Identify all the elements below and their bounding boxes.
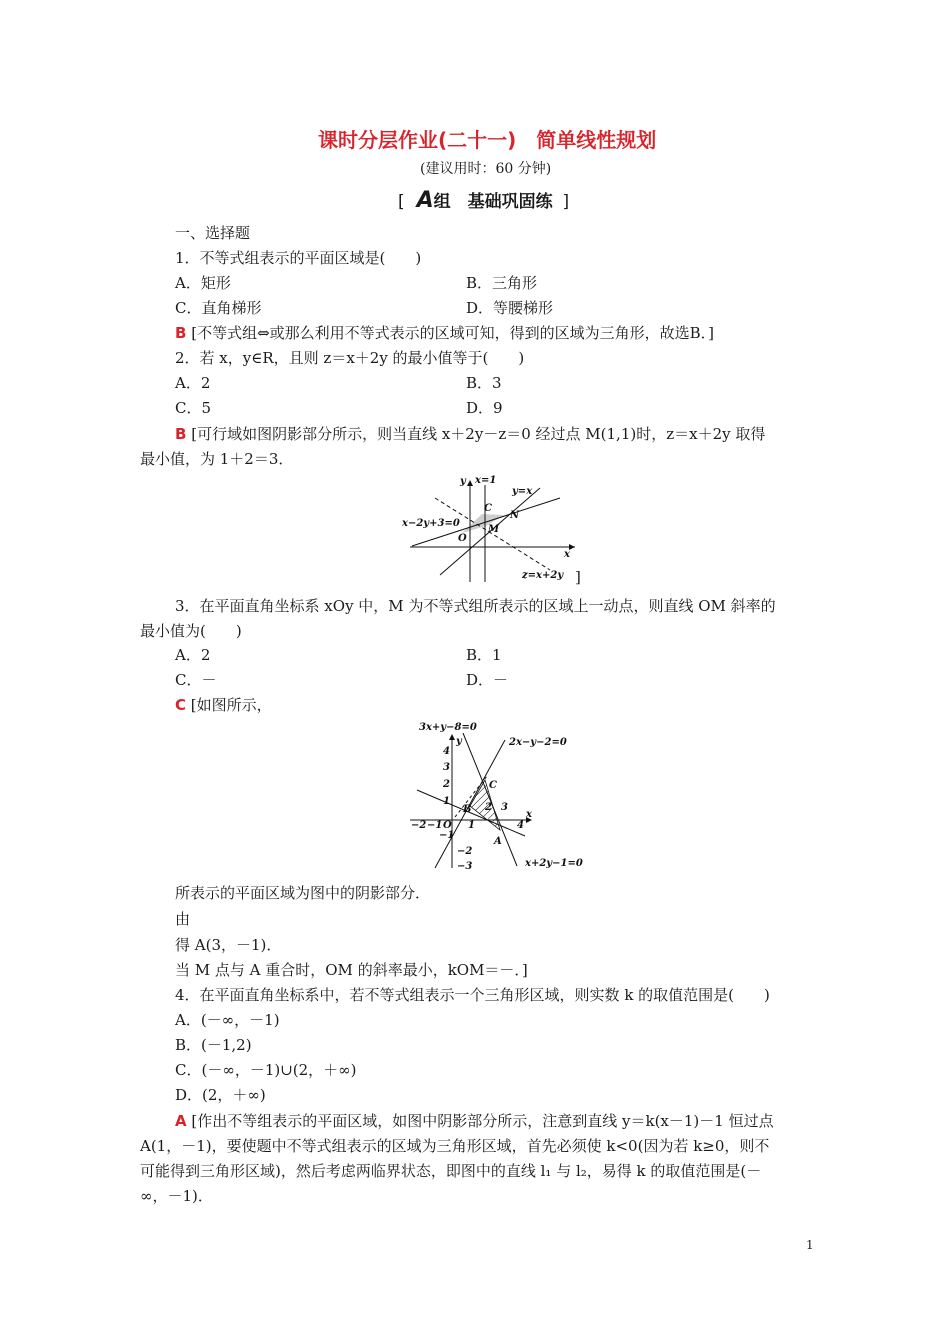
q2-option-c: C．5 bbox=[175, 399, 212, 417]
label-line-x-2y-1: x+2y−1=0 bbox=[525, 858, 583, 869]
label-line-3x-y-8: 3x+y−8=0 bbox=[419, 722, 477, 733]
q1-answer: B bbox=[175, 324, 187, 342]
q4-option-b: B．(－1,2) bbox=[175, 1036, 252, 1054]
q1-option-a: A．矩形 bbox=[175, 274, 231, 292]
x-tick-2: 2 bbox=[485, 802, 492, 813]
label-y-axis: y bbox=[460, 476, 466, 487]
x-tick-neg1: −1 bbox=[427, 820, 443, 831]
q3-explain: [如图所示， bbox=[190, 696, 272, 714]
section-heading: 一、选择题 bbox=[175, 224, 251, 242]
q1-solution bbox=[175, 322, 714, 343]
q4-option-a: A．(－∞，－1) bbox=[175, 1011, 280, 1029]
label-x-axis: x bbox=[526, 809, 532, 820]
label-x-axis: x bbox=[564, 549, 570, 560]
q2-solution bbox=[140, 422, 780, 472]
bracket-right: ] bbox=[562, 192, 570, 212]
x-tick-neg2: −2 bbox=[411, 820, 427, 831]
q1-stem: 1．不等式组表示的平面区域是( ) bbox=[175, 249, 422, 267]
q4-solution bbox=[140, 1109, 780, 1209]
q2-option-a: A．2 bbox=[175, 374, 211, 392]
q4-answer: A bbox=[175, 1112, 187, 1130]
q1-option-b: B．三角形 bbox=[466, 274, 538, 292]
y-tick-2: 2 bbox=[443, 779, 450, 790]
label-y-axis: y bbox=[456, 736, 462, 747]
group-label: 组 基础巩固练 bbox=[433, 192, 553, 212]
q3-stem: 3．在平面直角坐标系 xOy 中，M 为不等式组所表示的区域上一动点，则直线 OM 斜率的最小值为( ) bbox=[140, 597, 776, 640]
q1-explain: [不等式组⇔或那么利用不等式表示的区域可知，得到的区域为三角形，故选B．] bbox=[191, 324, 715, 342]
y-tick-neg2: −2 bbox=[457, 846, 473, 857]
x-tick-3: 3 bbox=[501, 802, 508, 813]
q3-after-2: 由 bbox=[175, 910, 191, 928]
page-title: 课时分层作业(二十一) 简单线性规划 bbox=[318, 128, 657, 152]
q3-answer: C bbox=[175, 696, 187, 714]
q2-answer: B bbox=[175, 425, 187, 443]
label-x-eq-1: x=1 bbox=[475, 475, 497, 486]
q3-option-a: A．2 bbox=[175, 646, 211, 664]
group-banner bbox=[398, 187, 569, 213]
y-axis-arrow bbox=[467, 480, 473, 486]
y-tick-neg3: −3 bbox=[457, 861, 473, 872]
bracket-left: [ bbox=[398, 192, 405, 212]
label-z-line: z=x+2y bbox=[522, 570, 564, 581]
label-point-m: M bbox=[488, 524, 500, 535]
time-hint: (建议用时：60 分钟) bbox=[420, 161, 552, 177]
x-tick-1: 1 bbox=[468, 820, 475, 831]
y-tick-1: 1 bbox=[443, 796, 450, 807]
q1-option-c: C．直角梯形 bbox=[175, 299, 262, 317]
q1-option-d: D．等腰梯形 bbox=[466, 299, 554, 317]
y-tick-neg1: −1 bbox=[439, 830, 455, 841]
label-point-c: C bbox=[484, 503, 492, 514]
y-tick-4: 4 bbox=[443, 746, 450, 757]
q2-option-b: B．3 bbox=[466, 374, 502, 392]
q4-option-d: D．(2，＋∞) bbox=[175, 1086, 266, 1104]
y-tick-3: 3 bbox=[443, 762, 450, 773]
q3-figure bbox=[405, 718, 590, 873]
page-number: 1 bbox=[806, 1238, 814, 1252]
q3-option-b: B．1 bbox=[466, 646, 502, 664]
label-origin: O bbox=[458, 533, 467, 544]
q3-after-4: 当 M 点与 A 重合时，OM 的斜率最小，kOM＝－．] bbox=[175, 961, 528, 979]
q2-option-d: D．9 bbox=[466, 399, 503, 417]
q3-option-c: C．－ bbox=[175, 671, 217, 689]
q4-option-c: C．(－∞，－1)∪(2，＋∞) bbox=[175, 1061, 357, 1079]
q4-stem: 4．在平面直角坐标系中，若不等式组表示一个三角形区域，则实数 k 的取值范围是( ) bbox=[175, 986, 770, 1004]
label-point-a: A bbox=[494, 836, 502, 847]
x-tick-origin: O bbox=[443, 820, 452, 831]
label-line-x-2y-3: x−2y+3=0 bbox=[402, 518, 460, 529]
label-y-eq-x: y=x bbox=[512, 486, 533, 497]
q3-option-d: D．－ bbox=[466, 671, 509, 689]
y-axis-arrow bbox=[449, 734, 455, 740]
label-line-2x-y-2: 2x−y−2=0 bbox=[509, 737, 567, 748]
label-point-c: C bbox=[489, 780, 497, 791]
q2-close-bracket: ] bbox=[575, 568, 581, 586]
q4-explain: [作出不等组表示的平面区域，如图中阴影部分所示，注意到直线 y＝k(x－1)－1 恒过点 A(1，－1)，要使题中不等式组表示的区域为三角形区域，首先必须使 k<0(因为若 k≥0，则不可能得到三角形区域)，然后考虑两临界状态，即图中的直线 l₁ 与 l₂，易得 k 的取值范围是(－∞，－1)． bbox=[140, 1112, 774, 1205]
q2-stem: 2．若 x，y∈R，且则 z＝x＋2y 的最小值等于( ) bbox=[175, 349, 525, 367]
label-point-b: B bbox=[463, 804, 472, 815]
q3-after-3: 得 A(3，－1)． bbox=[175, 936, 282, 954]
x-tick-4: 4 bbox=[517, 820, 524, 831]
q3-after-1: 所表示的平面区域为图中的阴影部分． bbox=[175, 884, 431, 902]
group-letter: A bbox=[416, 188, 434, 213]
label-point-n: N bbox=[510, 510, 520, 521]
q2-explain: [可行域如图阴影部分所示，则当直线 x＋2y－z＝0 经过点 M(1,1)时，z＝x＋2y 取得最小值，为 1＋2＝3． bbox=[140, 425, 766, 468]
q2-figure bbox=[400, 470, 580, 585]
q3-solution bbox=[175, 694, 272, 715]
